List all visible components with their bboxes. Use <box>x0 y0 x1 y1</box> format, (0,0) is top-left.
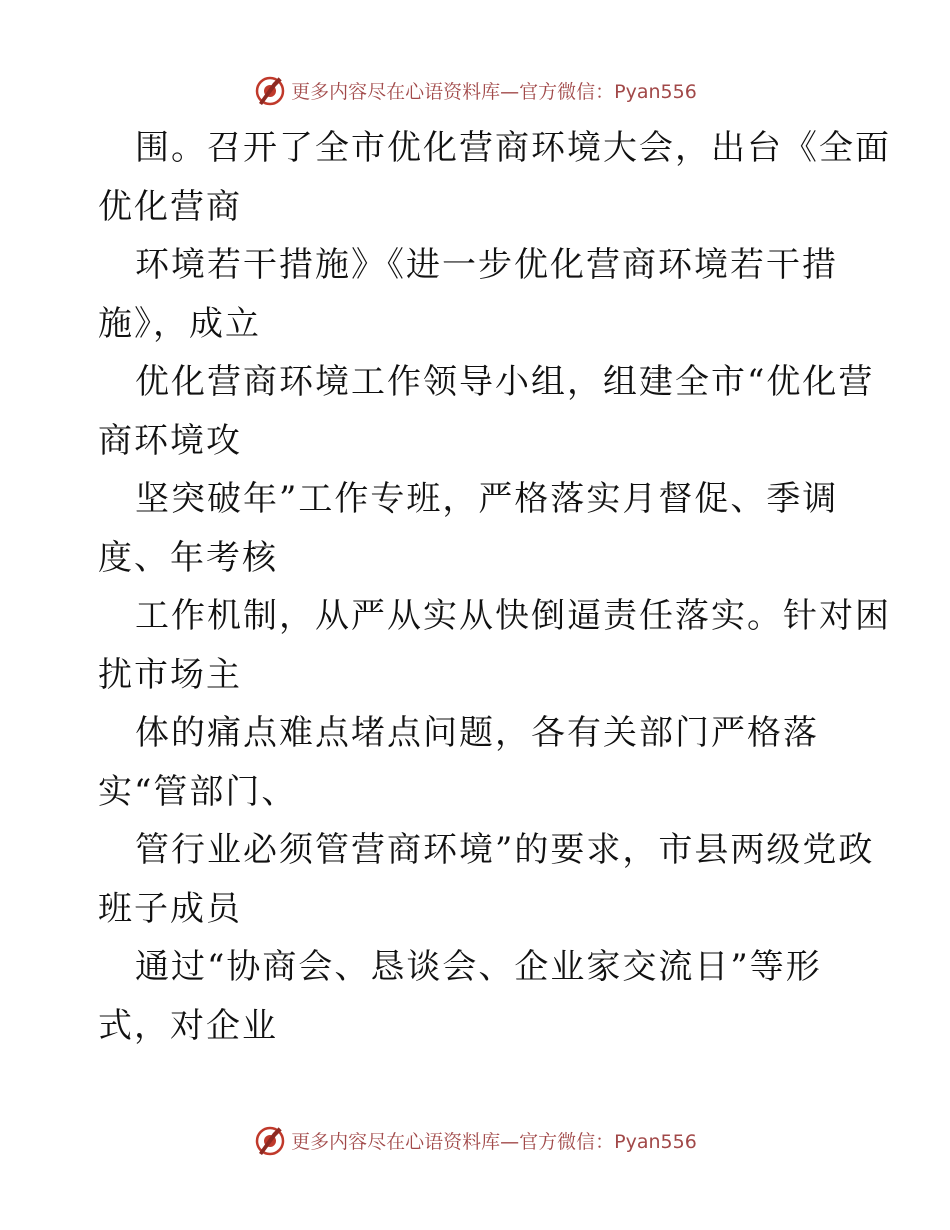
body-line: 施》，成立 <box>98 303 261 344</box>
body-line: 实“管部门、 <box>98 771 298 812</box>
body-line: 环境若干措施》《进一步优化营商环境若干措 <box>135 245 838 285</box>
body-line: 商环境攻 <box>98 420 242 461</box>
body-line: 优化营商环境工作领导小组，组建全市“优化营 <box>135 362 875 402</box>
body-line: 式，对企业 <box>98 1005 278 1046</box>
body-line: 通过“协商会、恳谈会、企业家交流日”等形 <box>135 947 822 987</box>
footer-banner-separator: — <box>500 1130 520 1153</box>
body-line: 优化营商 <box>98 186 242 227</box>
header-banner-left: 更多内容尽在心语资料库 <box>291 80 501 103</box>
footer-banner-left: 更多内容尽在心语资料库 <box>291 1130 501 1153</box>
body-line: 扰市场主 <box>98 654 242 695</box>
header-banner <box>0 70 950 110</box>
pen-logo-icon <box>253 73 287 107</box>
footer-banner-text <box>291 1127 697 1154</box>
body-line: 度、年考核 <box>98 537 278 578</box>
header-banner-text <box>291 77 697 104</box>
footer-banner-right: 官方微信：Pyan556 <box>519 1130 697 1153</box>
footer-banner <box>0 1120 950 1160</box>
body-line: 工作机制，从严从实从快倒逼责任落实。针对困 <box>135 596 891 636</box>
body-line: 班子成员 <box>98 888 242 929</box>
body-line: 坚突破年”工作专班，严格落实月督促、季调 <box>135 479 839 519</box>
header-banner-right: 官方微信：Pyan556 <box>519 80 697 103</box>
body-line: 围。召开了全市优化营商环境大会，出台《全面 <box>135 128 891 168</box>
body-line: 体的痛点难点堵点问题，各有关部门严格落 <box>135 713 819 753</box>
header-banner-separator: — <box>500 80 520 103</box>
document-body <box>98 119 898 1055</box>
body-line: 管行业必须管营商环境”的要求，市县两级党政 <box>135 830 875 870</box>
pen-logo-icon <box>253 1123 287 1157</box>
